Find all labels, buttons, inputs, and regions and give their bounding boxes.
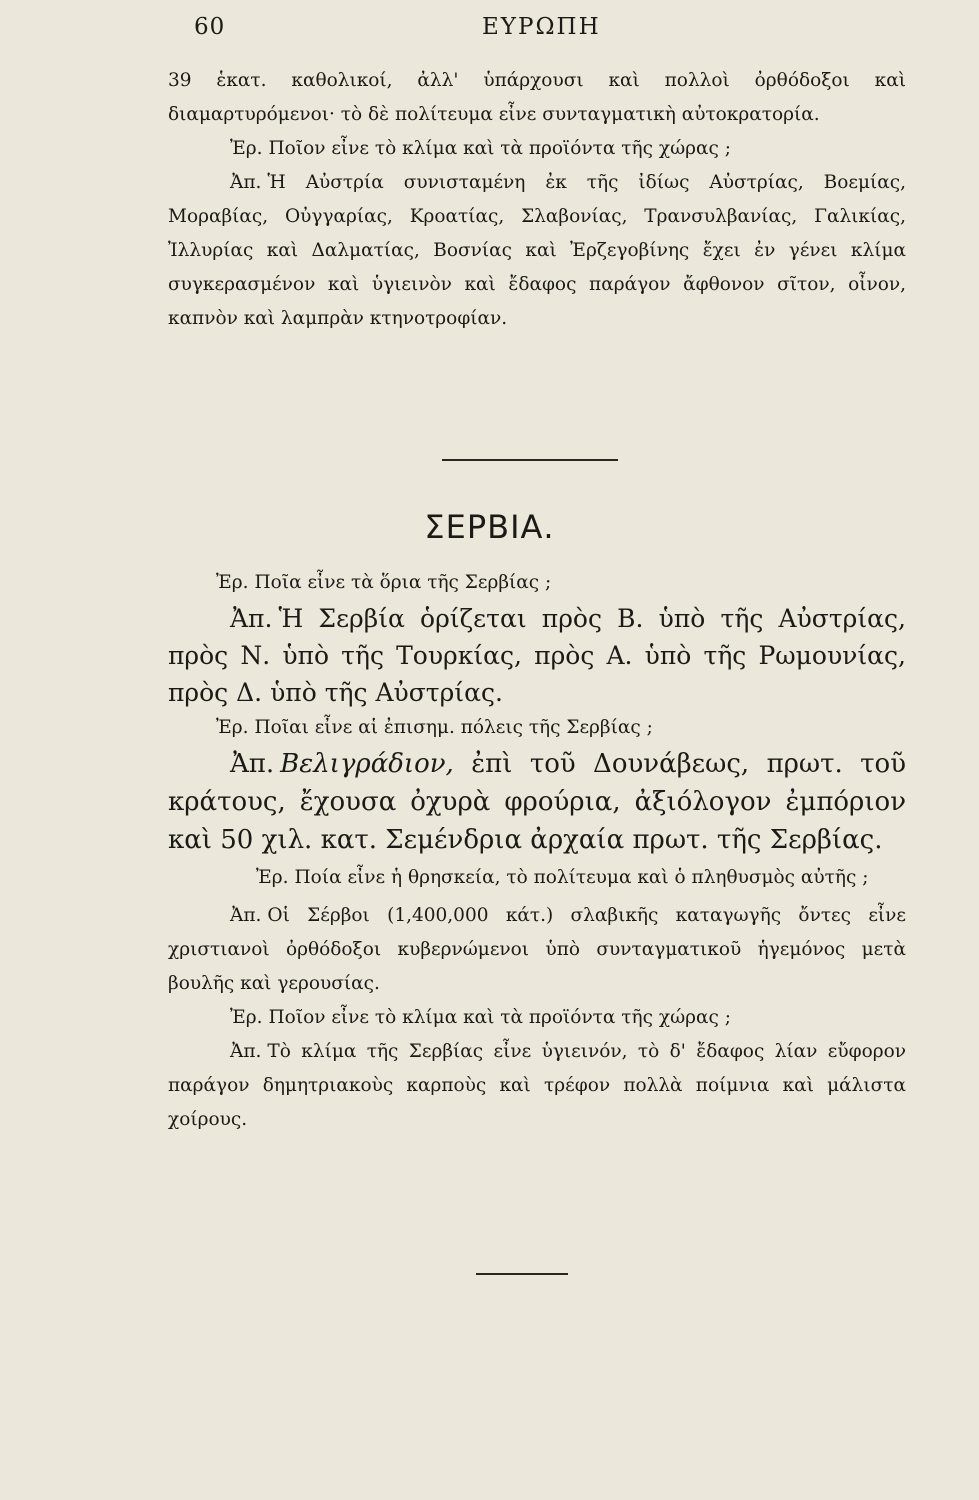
question-text: Ποῖον εἶνε τὸ κλίμα καὶ τὰ προϊόντα τῆς χώρας ; [268, 1007, 731, 1028]
running-title: ΕΥΡΩΠΗ [482, 14, 601, 40]
page-number: 60 [194, 14, 226, 40]
austria-section [168, 64, 906, 336]
serbia-climate-answer [168, 1035, 906, 1137]
answer-text: Ἡ Αὐστρία συνισταμένη ἐκ τῆς ἰδίως Αὐστρίας, Βοεμίας, Μοραβίας, Οὐγγαρίας, Κροατίας, Σλαβονίας, Τρανσυλβανίας, Γαλικίας, Ἰλλυρίας καὶ Δαλματίας, Βοσνίας καὶ Ἐρζεγοβίνης ἔχει ἐν γένει κλίμα συγκερασμένον καὶ ὑγιεινὸν καὶ ἔδαφος παράγον ἄφθονον σῖτον, οἶνον, καπνὸν καὶ λαμπρὰν κτηνοτροφίαν. [168, 172, 906, 329]
serbia-religion-question [168, 863, 906, 893]
question-label: Ἐρ. [216, 717, 249, 738]
serbia-climate-question [168, 1001, 906, 1035]
answer-text: Ἡ Σερβία ὁρίζεται πρὸς Β. ὑπὸ τῆς Αὐστρίας, πρὸς Ν. ὑπὸ τῆς Τουρκίας, πρὸς Α. ὑπὸ τῆς Ρωμουνίας, πρὸς Δ. ὑπὸ τῆς Αὐστρίας. [168, 604, 906, 707]
capital-city-name: Βελιγράδιον, [280, 749, 454, 779]
question-label: Ἐρ. [230, 138, 263, 159]
section-divider-bottom [476, 1273, 568, 1275]
answer-text: Οἱ Σέρβοι (1,400,000 κάτ.) σλαβικῆς καταγωγῆς ὄντες εἶνε χριστιανοὶ ὀρθόδοξοι κυβερνώμενοι ὑπὸ συνταγματικοῦ ἡγεμόνος μετὰ βουλῆς καὶ γερουσίας. [168, 905, 906, 994]
question-label: Ἐρ. [256, 867, 289, 888]
austria-climate-answer [168, 166, 906, 336]
austria-climate-question [168, 132, 906, 166]
answer-text: ἐπὶ τοῦ Δουνάβεως, πρωτ. τοῦ κράτους, ἔχουσα ὀχυρὰ φρούρια, ἀξιόλογον ἐμπόριον καὶ 50 χιλ. κατ. Σεμένδρια ἀρχαία πρωτ. τῆς Σερβίας. [168, 749, 907, 855]
answer-label: Ἀπ. [230, 1041, 262, 1062]
serbia-borders-answer [168, 600, 906, 711]
serbia-borders-question [168, 568, 906, 598]
section-title-serbia: ΣΕΡΒΙΑ. [424, 508, 555, 546]
serbia-cities-question [168, 713, 906, 743]
serbia-cities-answer [168, 745, 906, 859]
question-label: Ἐρ. [216, 572, 249, 593]
serbia-religion-answer [168, 899, 906, 1001]
austria-continuation-paragraph: 39 ἑκατ. καθολικοί, ἀλλ' ὑπάρχουσι καὶ πολλοὶ ὀρθόδοξοι καὶ διαμαρτυρόμενοι· τὸ δὲ πολίτευμα εἶνε συνταγματικὴ αὐτοκρατορία. [168, 70, 906, 125]
answer-label: Ἀπ. [230, 604, 273, 633]
answer-label: Ἀπ. [230, 905, 262, 926]
answer-label: Ἀπ. [230, 749, 275, 779]
question-text: Ποῖαι εἶνε αἱ ἐπισημ. πόλεις τῆς Σερβίας ; [254, 717, 653, 738]
question-text: Ποία εἶνε ἡ θρησκεία, τὸ πολίτευμα καὶ ὁ πληθυσμὸς αὐτῆς ; [294, 867, 869, 888]
section-divider-top [442, 459, 618, 461]
answer-label: Ἀπ. [230, 172, 262, 193]
question-label: Ἐρ. [230, 1007, 263, 1028]
serbia-section [168, 566, 906, 1137]
question-text: Ποῖα εἶνε τὰ ὅρια τῆς Σερβίας ; [254, 572, 552, 593]
answer-text: Τὸ κλίμα τῆς Σερβίας εἶνε ὑγιεινόν, τὸ δ' ἔδαφος λίαν εὔφορον παράγον δημητριακοὺς καρποὺς καὶ τρέφον πολλὰ ποίμνια καὶ μάλιστα χοίρους. [168, 1041, 906, 1130]
question-text: Ποῖον εἶνε τὸ κλίμα καὶ τὰ προϊόντα τῆς χώρας ; [268, 138, 731, 159]
